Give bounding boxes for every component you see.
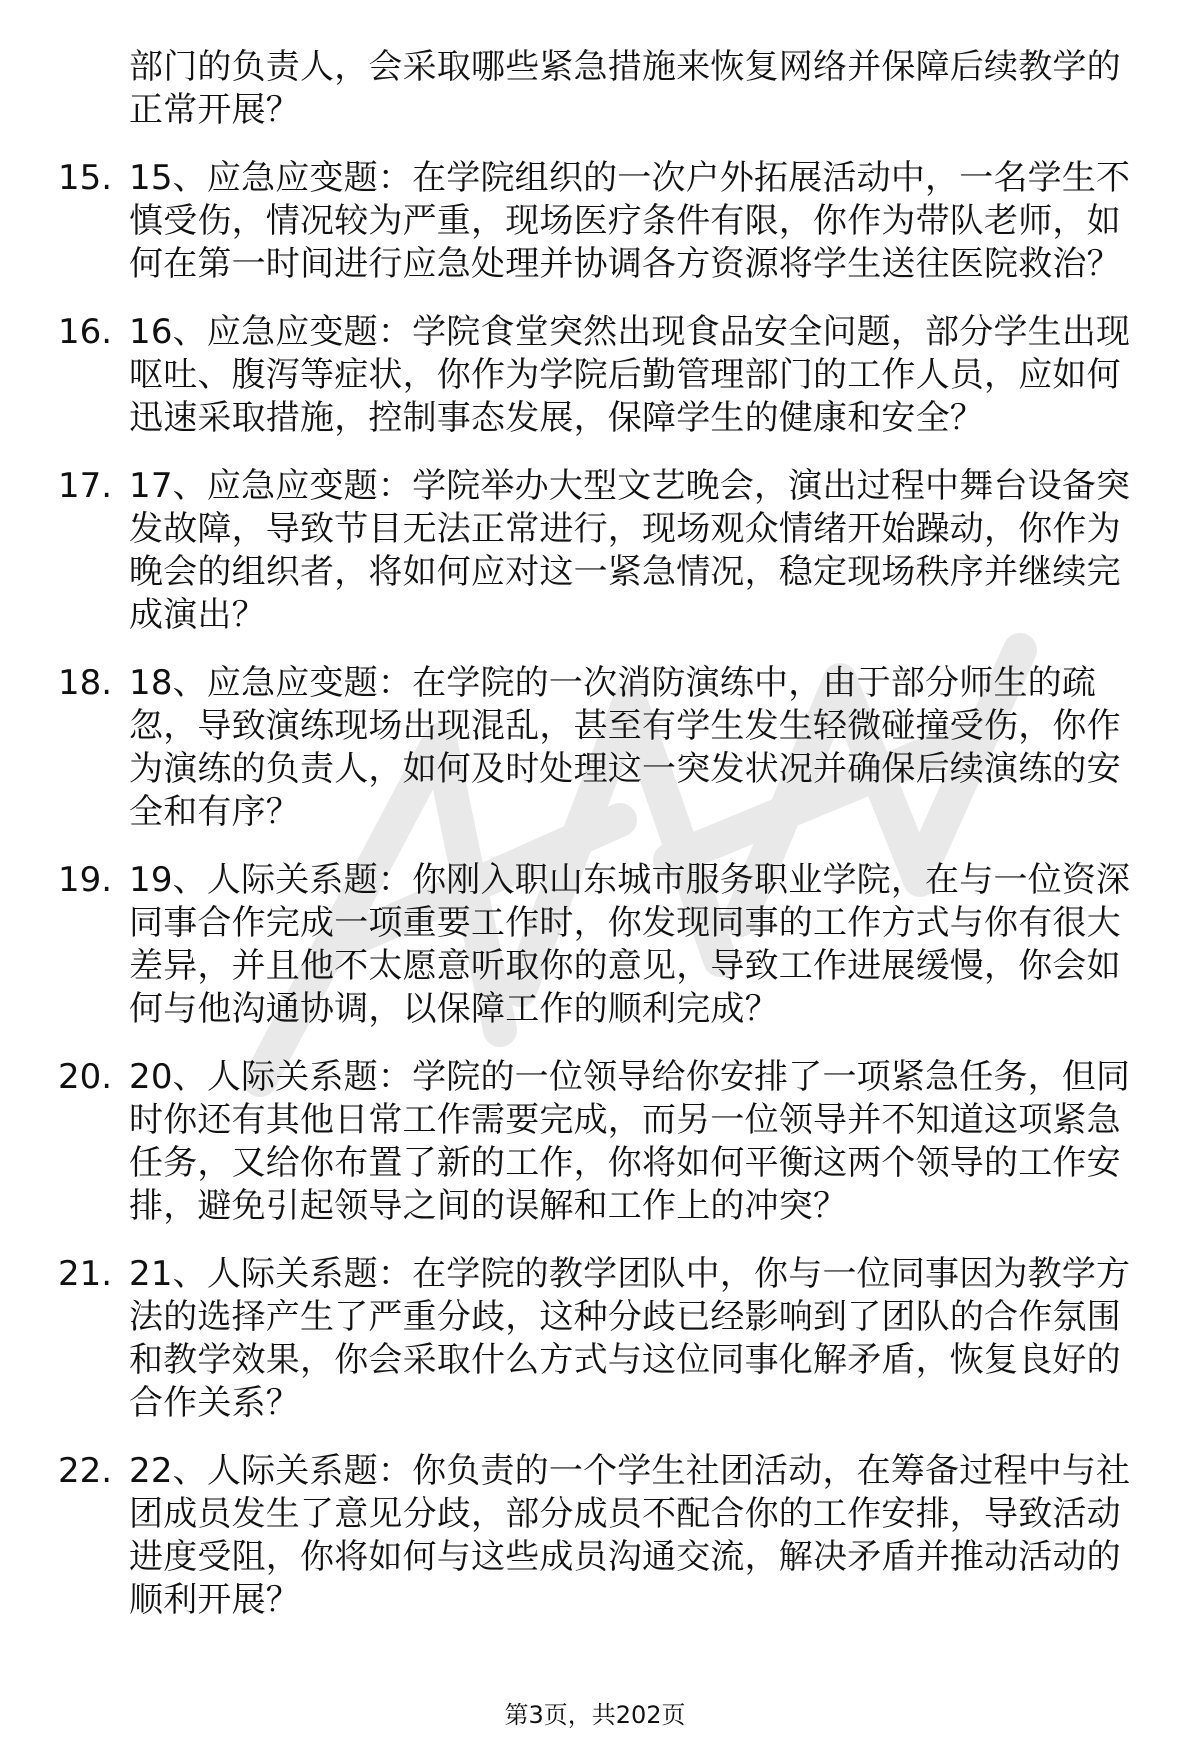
question-number: 21. (58, 1254, 113, 1294)
question-number: 20. (58, 1057, 113, 1097)
question-number: 15. (58, 158, 113, 198)
question-text: 18、应急应变题：在学院的一次消防演练中，由于部分师生的疏忽，导致演练现场出现混乱，甚至有学生发生轻微碰撞受伤，你作为演练的负责人，如何及时处理这一突发状况并确保后续演练的安全和有序？ (129, 663, 1121, 832)
question-text: 19、人际关系题：你刚入职山东城市服务职业学院，在与一位资深同事合作完成一项重要工作时，你发现同事的工作方式与你有很大差异，并且他不太愿意听取你的意见，导致工作进展缓慢，你会如何与他沟通协调，以保障工作的顺利完成？ (129, 860, 1131, 1029)
question-item (58, 1253, 1148, 1425)
page-number-footer: 第3页，共202页 (504, 1701, 686, 1729)
question-item (58, 465, 1148, 637)
question-text: 17、应急应变题：学院举办大型文艺晚会，演出过程中舞台设备突发故障，导致节目无法正常进行，现场观众情绪开始躁动，你作为晚会的组织者，将如何应对这一紧急情况，稳定现场秩序并继续完成演出？ (129, 466, 1131, 635)
question-list (58, 46, 1148, 1622)
question-text: 16、应急应变题：学院食堂突然出现食品安全问题，部分学生出现呕吐、腹泻等症状，你作为学院后勤管理部门的工作人员，应如何迅速采取措施，控制事态发展，保障学生的健康和安全？ (129, 312, 1131, 438)
question-number: 22. (58, 1451, 113, 1491)
question-item (58, 859, 1148, 1031)
question-item (58, 662, 1148, 834)
question-item (58, 1450, 1148, 1622)
question-text: 21、人际关系题：在学院的教学团队中，你与一位同事因为教学方法的选择产生了严重分歧，这种分歧已经影响到了团队的合作氛围和教学效果，你会采取什么方式与这位同事化解矛盾，恢复良好的合作关系？ (129, 1254, 1131, 1423)
question-number: 19. (58, 860, 113, 900)
question-text: 22、人际关系题：你负责的一个学生社团活动，在筹备过程中与社团成员发生了意见分歧，部分成员不配合你的工作安排，导致活动进度受阻，你将如何与这些成员沟通交流，解决矛盾并推动活动的顺利开展？ (129, 1451, 1131, 1620)
question-item (58, 311, 1148, 440)
question-text: 15、应急应变题：在学院组织的一次户外拓展活动中，一名学生不慎受伤，情况较为严重，现场医疗条件有限，你作为带队老师，如何在第一时间进行应急处理并协调各方资源将学生送往医院救治？ (129, 158, 1131, 284)
question-number: 17. (58, 466, 113, 506)
question-number: 18. (58, 663, 113, 703)
question-item (58, 1056, 1148, 1228)
question-text: 20、人际关系题：学院的一位领导给你安排了一项紧急任务，但同时你还有其他日常工作需要完成，而另一位领导并不知道这项紧急任务，又给你布置了新的工作，你将如何平衡这两个领导的工作安排，避免引起领导之间的误解和工作上的冲突？ (129, 1057, 1131, 1226)
question-item (58, 157, 1148, 286)
continuation-text: 部门的负责人，会采取哪些紧急措施来恢复网络并保障后续教学的正常开展？ (129, 47, 1121, 130)
question-number: 16. (58, 312, 113, 352)
